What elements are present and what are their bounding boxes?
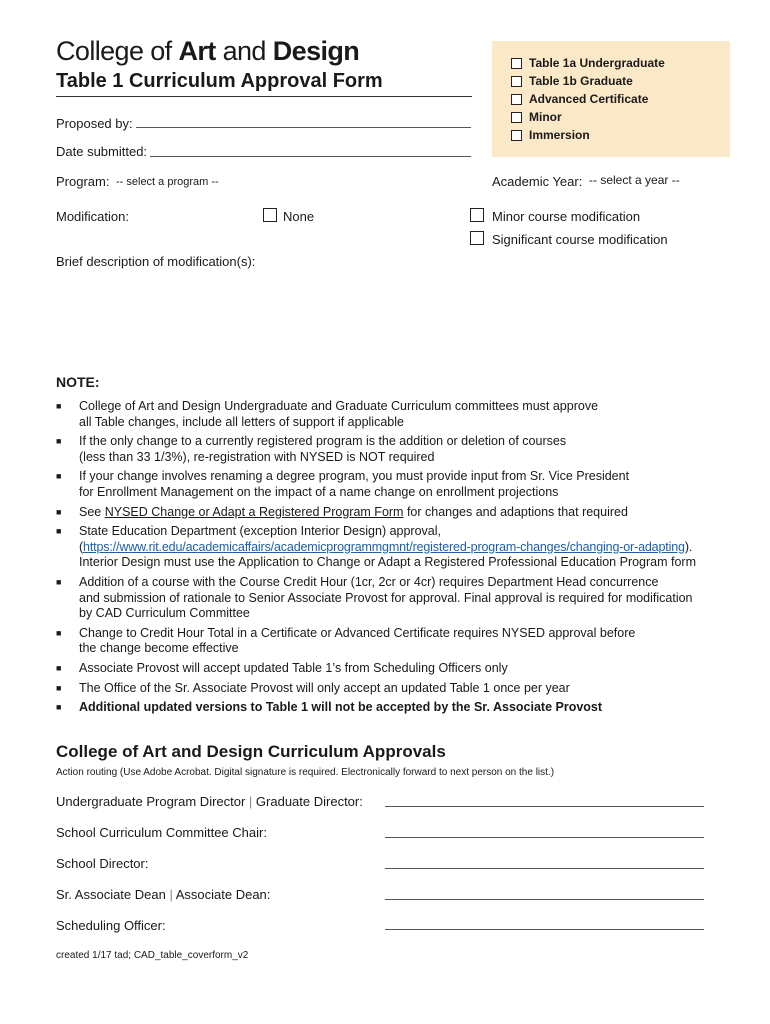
proposed-by-field[interactable] bbox=[136, 127, 471, 128]
table-type-label: Minor bbox=[529, 110, 562, 124]
table-type-label: Table 1b Graduate bbox=[529, 74, 633, 88]
bullet-icon: ■ bbox=[56, 662, 62, 673]
checkbox-advanced-certificate[interactable] bbox=[511, 94, 522, 105]
table-type-panel bbox=[492, 41, 730, 157]
logo-text-and: and bbox=[215, 36, 273, 66]
bullet-icon: ■ bbox=[56, 506, 62, 517]
table-type-minor[interactable] bbox=[511, 110, 562, 124]
note-line: Interior Design must use the Application to Change or Adapt a Registered Professional Education Program form bbox=[79, 555, 697, 570]
table-type-label: Immersion bbox=[529, 128, 590, 142]
nysed-form-link[interactable]: NYSED Change or Adapt a Registered Program Form bbox=[104, 504, 404, 519]
signature-field-scheduling-officer[interactable] bbox=[385, 929, 704, 930]
note-item bbox=[56, 626, 746, 657]
table-type-graduate[interactable] bbox=[511, 74, 633, 88]
form-title: Table 1 Curriculum Approval Form bbox=[56, 70, 383, 92]
modification-label: Modification: bbox=[56, 209, 129, 224]
note-item bbox=[56, 469, 746, 500]
note-line: for Enrollment Management on the impact of a name change on enrollment projections bbox=[79, 484, 559, 499]
note-line: the change become effective bbox=[79, 641, 239, 656]
title-divider bbox=[56, 96, 472, 97]
approval-label-part: Associate Dean: bbox=[175, 887, 271, 902]
approvals-subtitle: Action routing (Use Adobe Acrobat. Digital signature is required. Electronically forward to next person on the list.) bbox=[56, 767, 555, 778]
academic-year-label: Academic Year: bbox=[492, 174, 583, 189]
note-item bbox=[56, 399, 746, 430]
checkbox-table-1b[interactable] bbox=[511, 76, 522, 87]
significant-course-modification-label: Significant course modification bbox=[492, 232, 668, 247]
date-submitted-label: Date submitted: bbox=[56, 144, 148, 159]
brief-description-label: Brief description of modification(s): bbox=[56, 254, 256, 269]
approval-label-part: Graduate Director: bbox=[255, 794, 363, 809]
logo-text-college: College of bbox=[56, 36, 179, 66]
note-line: Change to Credit Hour Total in a Certificate or Advanced Certificate requires NYSED approval before bbox=[79, 625, 636, 640]
note-heading: NOTE: bbox=[56, 374, 100, 390]
bullet-icon: ■ bbox=[56, 526, 62, 537]
logo-text-art: Art bbox=[178, 36, 216, 66]
note-line: If your change involves renaming a degree program, you must provide input from Sr. Vice President bbox=[79, 469, 630, 484]
approval-label-part: Sr. Associate Dean bbox=[56, 887, 166, 902]
note-line: Addition of a course with the Course Credit Hour (1cr, 2cr or 4cr) requires Department Head concurrence bbox=[79, 574, 659, 589]
note-line: College of Art and Design Undergraduate and Graduate Curriculum committees must approve bbox=[79, 399, 599, 413]
program-select[interactable]: -- select a program -- bbox=[116, 176, 219, 188]
note-line bbox=[79, 540, 746, 556]
signature-field-committee-chair[interactable] bbox=[385, 837, 704, 838]
note-item bbox=[56, 661, 746, 677]
label-separator: | bbox=[245, 794, 256, 809]
note-text: for changes and adaptions that required bbox=[403, 504, 628, 519]
approval-label-associate-dean bbox=[56, 887, 270, 902]
signature-field-associate-dean[interactable] bbox=[385, 899, 704, 900]
note-text: ). bbox=[684, 539, 693, 554]
note-line: Additional updated versions to Table 1 will not be accepted by the Sr. Associate Provost bbox=[79, 700, 603, 715]
table-type-advanced-certificate[interactable] bbox=[511, 92, 648, 106]
college-logo bbox=[56, 36, 359, 67]
approvals-heading: College of Art and Design Curriculum Approvals bbox=[56, 742, 446, 761]
signature-field-program-director[interactable] bbox=[385, 806, 704, 807]
note-line: by CAD Curriculum Committee bbox=[79, 606, 250, 621]
table-type-undergraduate[interactable] bbox=[511, 56, 665, 70]
note-line: State Education Department (exception Interior Design) approval, bbox=[79, 524, 441, 539]
approval-label-program-director bbox=[56, 794, 363, 809]
signature-field-school-director[interactable] bbox=[385, 868, 704, 869]
academic-year-select[interactable]: -- select a year -- bbox=[589, 173, 680, 187]
note-list bbox=[56, 399, 746, 720]
minor-course-modification-label: Minor course modification bbox=[492, 209, 641, 224]
bullet-icon: ■ bbox=[56, 702, 62, 713]
checkbox-modification-none[interactable] bbox=[263, 208, 277, 222]
approval-label-committee-chair: School Curriculum Committee Chair: bbox=[56, 825, 267, 840]
note-item bbox=[56, 700, 746, 716]
brief-description-textarea[interactable] bbox=[56, 274, 746, 364]
note-line: (less than 33 1/3%), re-registration with NYSED is NOT required bbox=[79, 449, 435, 464]
table-type-immersion[interactable] bbox=[511, 128, 590, 142]
bullet-icon: ■ bbox=[56, 436, 62, 447]
label-separator: | bbox=[165, 887, 176, 902]
bullet-icon: ■ bbox=[56, 576, 62, 587]
date-submitted-field[interactable] bbox=[150, 156, 471, 157]
note-item bbox=[56, 505, 746, 521]
checkbox-immersion[interactable] bbox=[511, 130, 522, 141]
approval-label-part: Undergraduate Program Director bbox=[56, 794, 246, 809]
table-type-label: Advanced Certificate bbox=[529, 92, 649, 106]
note-line: Associate Provost will accept updated Table 1’s from Scheduling Officers only bbox=[79, 660, 508, 675]
checkbox-minor[interactable] bbox=[511, 112, 522, 123]
note-item bbox=[56, 434, 746, 465]
note-item bbox=[56, 575, 746, 622]
table-type-label: Table 1a Undergraduate bbox=[529, 56, 665, 70]
program-label: Program: bbox=[56, 174, 110, 189]
logo-text-design: Design bbox=[272, 36, 360, 66]
approval-label-school-director: School Director: bbox=[56, 856, 149, 871]
note-line: and submission of rationale to Senior Associate Provost for approval. Final approval is required for modification bbox=[79, 590, 693, 605]
note-line: all Table changes, include all letters of support if applicable bbox=[79, 414, 404, 429]
checkbox-minor-course-modification[interactable] bbox=[470, 208, 484, 222]
checkbox-significant-course-modification[interactable] bbox=[470, 231, 484, 245]
note-line bbox=[79, 505, 746, 521]
checkbox-table-1a[interactable] bbox=[511, 58, 522, 69]
rit-registered-program-link[interactable]: https://www.rit.edu/academicaffairs/academicprogrammgmnt/registered-program-changes/changing-or-adapting bbox=[83, 539, 685, 554]
note-line: If the only change to a currently registered program is the addition or deletion of courses bbox=[79, 434, 567, 449]
proposed-by-label: Proposed by: bbox=[56, 116, 133, 131]
bullet-icon: ■ bbox=[56, 627, 62, 638]
note-item bbox=[56, 524, 746, 571]
note-text: See bbox=[79, 504, 105, 519]
note-item bbox=[56, 681, 746, 697]
footer-note: created 1/17 tad; CAD_table_coverform_v2 bbox=[56, 950, 249, 961]
bullet-icon: ■ bbox=[56, 401, 62, 411]
note-text: ( bbox=[79, 539, 84, 554]
modification-none-label: None bbox=[283, 209, 315, 224]
bullet-icon: ■ bbox=[56, 682, 62, 693]
note-line: The Office of the Sr. Associate Provost will only accept an updated Table 1 once per year bbox=[79, 680, 570, 695]
approval-label-scheduling-officer: Scheduling Officer: bbox=[56, 918, 166, 933]
bullet-icon: ■ bbox=[56, 471, 62, 482]
